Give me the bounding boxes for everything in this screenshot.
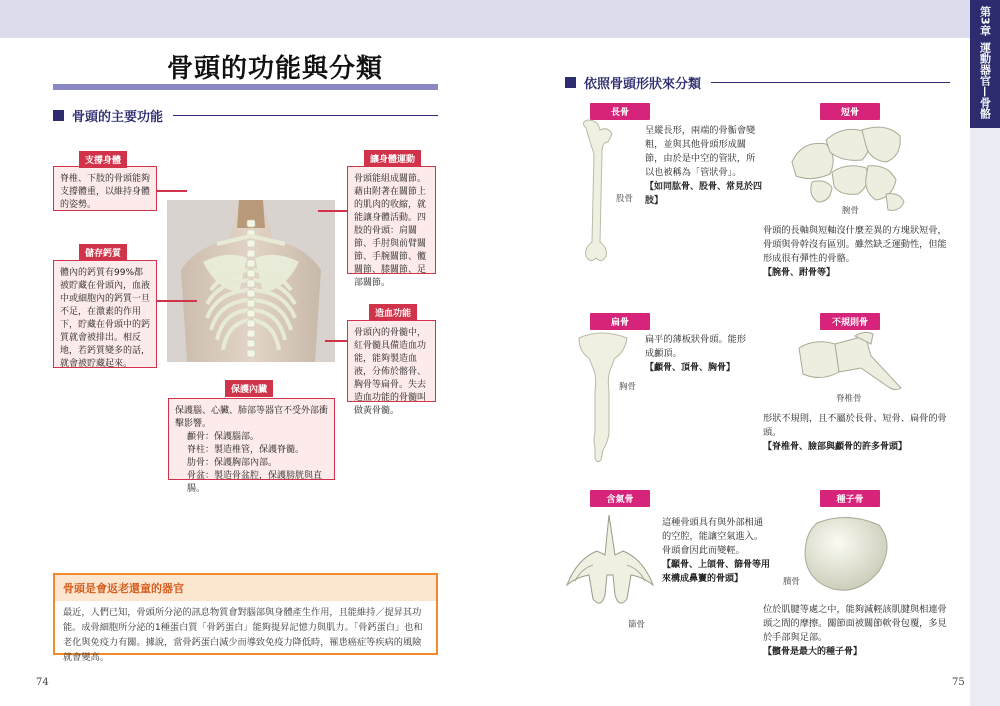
bone-desc-flat xyxy=(645,333,755,375)
connector-line xyxy=(157,300,197,302)
title-underline xyxy=(53,84,438,90)
bone-tag-irregular: 不規則骨 xyxy=(820,313,880,330)
bone-desc-long xyxy=(645,124,763,208)
function-box-support xyxy=(53,166,157,211)
bone-desc-text: 骨頭的長軸與短軸沒什麼差異的方塊狀短骨，骨頭與骨幹沒有區別。雖然缺乏運動性，但能形成很有彈性的骨骼。 xyxy=(763,225,947,264)
bone-caption-short: 腕骨 xyxy=(842,206,860,216)
bone-desc-irregular xyxy=(763,412,953,454)
connector-line xyxy=(325,340,347,342)
sternum-illustration xyxy=(575,332,631,462)
bone-examples: 【髕骨是最大的種子骨】 xyxy=(763,647,863,657)
function-text: 保護腦、心臟、肺部等器官不受外部衝擊影響。 xyxy=(175,406,329,429)
heading-square-icon xyxy=(53,110,64,121)
vertebra-illustration xyxy=(795,332,905,392)
bone-caption-irregular: 脊椎骨 xyxy=(836,394,862,404)
bone-examples: 【如同肱骨、股骨、常見於四肢】 xyxy=(645,182,763,206)
bone-tag-long: 長骨 xyxy=(590,103,650,120)
protect-item: 肋骨：保護胸部內部。 xyxy=(187,458,278,468)
function-box-blood xyxy=(347,320,436,416)
function-tag-protect: 保護內臟 xyxy=(225,380,273,397)
heading-rule xyxy=(173,115,438,116)
bone-desc-short xyxy=(763,224,953,280)
top-band xyxy=(0,0,970,38)
ethmoid-illustration xyxy=(565,515,655,615)
side-rule xyxy=(970,128,1000,706)
heading-rule xyxy=(711,82,950,83)
bone-desc-text: 位於肌腱等處之中，能夠減輕該肌腱與相連骨頭之間的摩擦。關節面被關節軟骨包覆，多見於手部與足部。 xyxy=(763,604,947,643)
bone-caption-flat: 胸骨 xyxy=(619,382,637,392)
section-heading-functions xyxy=(53,106,438,125)
function-text: 體內的鈣質有99%都被貯藏在骨頭內，血液中或細胞內的鈣質一旦不足，在激素的作用下，貯藏在骨頭中的鈣質就會被排出。相反地，若鈣質變多的話，就會被貯藏起來。 xyxy=(60,268,151,369)
function-tag-movement: 讓身體運動 xyxy=(364,150,421,167)
bone-examples: 【顱骨、頂骨、胸骨】 xyxy=(645,363,736,373)
function-box-movement xyxy=(347,166,436,288)
function-text: 脊椎、下肢的骨頭能夠支撐體重，以維持身體的姿勢。 xyxy=(60,174,151,210)
bone-desc-text: 形狀不規則，且不屬於長骨、短骨、扁骨的骨頭。 xyxy=(763,413,947,438)
section-heading-text: 依照骨頭形狀來分類 xyxy=(584,77,702,92)
bone-tag-sesamoid: 種子骨 xyxy=(820,490,880,507)
bone-desc-sesamoid xyxy=(763,603,953,659)
function-tag-blood: 造血功能 xyxy=(369,304,417,321)
bone-desc-text: 呈縱長形，兩端的骨骺會變粗，並與其他骨頭形成關節，由於是中空的管狀，所以也被稱為「管狀骨」。 xyxy=(645,125,756,178)
chapter-tab xyxy=(970,0,1000,128)
bone-examples: 【脊椎骨、臉部與顱骨的許多骨頭】 xyxy=(763,442,908,452)
bone-tag-pneumatic: 含氣骨 xyxy=(590,490,650,507)
skeleton-back-illustration xyxy=(167,200,335,362)
info-box-heading: 骨頭是會返老還童的器官 xyxy=(55,575,436,601)
function-text: 骨頭內的骨髓中，紅骨髓具備造血功能，能夠製造血液，分佈於髂骨、胸骨等扁骨。失去造血功能的骨髓叫做黃骨髓。 xyxy=(354,328,427,416)
function-tag-storage: 儲存鈣質 xyxy=(79,244,127,261)
page-number-right: 75 xyxy=(952,677,965,688)
protect-item: 脊柱：製造椎管，保護脊髓。 xyxy=(187,445,305,455)
page-number-left: 74 xyxy=(36,677,49,688)
bone-examples: 【顳骨、上頜骨、篩骨等用來構成鼻竇的骨頭】 xyxy=(662,560,771,584)
heading-square-icon xyxy=(565,77,576,88)
function-text: 骨頭能組成關節。藉由附著在關節上的肌肉的收縮，就能讓身體活動。四肢的骨頭：肩關節、手肘與前臂關節、手腕關節、髖關節、膝關節、足部關節。 xyxy=(354,174,427,288)
section-heading-classification xyxy=(565,73,950,92)
patella-illustration xyxy=(803,515,893,595)
femur-illustration xyxy=(578,122,618,262)
carpal-bones-illustration xyxy=(782,122,912,212)
function-box-protect xyxy=(168,398,335,494)
info-box-aging xyxy=(53,573,438,663)
function-tag-support: 支撐身體 xyxy=(79,151,127,168)
bone-examples: 【腕骨、跗骨等】 xyxy=(763,268,836,278)
connector-line xyxy=(157,190,187,192)
protect-item: 顱骨：保護腦部。 xyxy=(187,432,260,442)
protect-list xyxy=(175,431,328,496)
info-box-body: 最近，人們已知，骨頭所分泌的訊息物質會對腦部與身體產生作用，且能維持／提昇其功能。成骨細胞所分泌的1種蛋白質「骨鈣蛋白」能夠提昇記憶力與肌力。「骨鈣蛋白」也和老化與免疫力有關。據說，當骨鈣蛋白減少而導致免疫力降低時，罹患癌症等疾病的風險就會變高。 xyxy=(63,607,423,663)
page-title: 骨頭的功能與分類 xyxy=(166,54,383,84)
section-heading-text: 骨頭的主要功能 xyxy=(72,110,164,125)
function-box-storage xyxy=(53,260,157,368)
bone-tag-short: 短骨 xyxy=(820,103,880,120)
chapter-label: 第3章 xyxy=(978,6,992,36)
protect-item: 骨盆：製造骨盆腔，保護膀胱與直腸。 xyxy=(187,471,323,494)
bone-desc-text: 這種骨頭具有與外部相通的空腔，能讓空氣進入。骨頭會因此而變輕。 xyxy=(662,517,764,556)
bone-desc-pneumatic xyxy=(662,516,770,586)
bone-caption-pneumatic: 篩骨 xyxy=(628,620,646,630)
connector-line xyxy=(318,210,347,212)
bone-desc-text: 扁平的薄板狀骨頭。能形成顱頂。 xyxy=(645,334,747,359)
chapter-section-label: 運動器官—骨骼 xyxy=(978,41,992,119)
bone-tag-flat: 扁骨 xyxy=(590,313,650,330)
bone-caption-sesamoid: 臏骨 xyxy=(783,577,801,587)
bone-caption-long: 股骨 xyxy=(616,194,634,204)
